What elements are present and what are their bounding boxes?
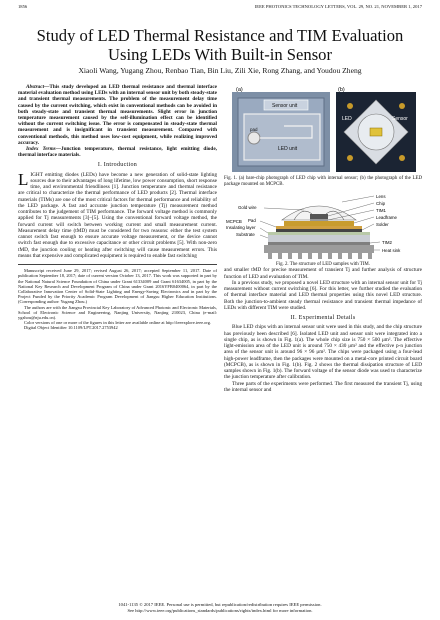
footnotes xyxy=(18,264,217,330)
pad-shape xyxy=(276,226,362,229)
left-column xyxy=(18,84,217,584)
index-terms-label: Index Terms— xyxy=(26,146,61,153)
figure-1 xyxy=(224,86,422,176)
paragraph-chips: Blue LED chips with an internal sensor unit were used in this study, and the chip structure has previously been described [6]. Isolated LED unit and sensor unit were integrated into a single chip, as is shown in Fig. 1(a). The whole chip size is 750 × 500 μm². The effective light-emission area of the LED unit is around 750 × 430 μm² and the effective p-n junction area of the sensor unit is around 96 × 96 μm². The chips were packaged using a four-lead high-power leadframe, then the packages were mounted on a metal-core printed circuit board (MCPCB), as is shown in Fig. 1(b). Fig. 2 shows the thermal dissipation structure of LED samples shown in Fig. 1(b). The forward voltage of the sensor diode was used to characterize the junction temperature after calibration. xyxy=(224,324,422,381)
chip-shape xyxy=(310,214,328,219)
author-list: Xiaoli Wang, Yugang Zhou, Renbao Tian, Bin Liu, Zili Xie, Rong Zhang, and Youdou Zheng xyxy=(78,66,362,75)
copyright-line: 1041-1135 © 2017 IEEE. Personal use is permitted, but republication/redistribution requires IEEE permission. xyxy=(118,602,322,607)
tim2-shape xyxy=(268,242,370,245)
leadframe-shape xyxy=(284,221,354,226)
solder-shape xyxy=(276,229,362,232)
insulating-layer-shape xyxy=(268,232,370,235)
intro-paragraph: IGHT emitting diodes (LEDs) have become a new generation of solid-state lighting sources due to their advantages of long lifetime, low power consumption, short response time, and environmental friendliness [1]. Junction temperature and thermal resistance are critical to characterize the thermal performance of LED products [2]. Thermal interface materials (TIMs) are one of the most critical factors for thermal performance and reliability of the LED package. A fast and accurate junction temperature (Tj) measurement method contributes to the judgement of TIM performance. The forward voltage method is commonly applied for Tj measurements [3]–[5]. Using the conventional forward voltage method, the forward current will switch between working current and small measurement current. Measurement delay time (tMD) must be considered for two reasons: either the test system cannot switch fast enough to ensure accurate voltage measurement, or the device cannot switch fast enough due to excessive capacitance or other circuit problems [5]. With non-zero tMD, the junction cooling or heating after switching will cause measurement errors. This means that expensive and complicated equipment is required to enable fast switching xyxy=(18,171,217,259)
figure-2 xyxy=(224,190,422,262)
paragraph-experiments: Three parts of the experiments were performed. The first measured the transient Tj, using the internal sensor and xyxy=(224,380,422,393)
tim1-shape xyxy=(310,219,328,221)
substrate-shape xyxy=(268,235,370,242)
pad-marker xyxy=(248,132,260,144)
drop-cap: L xyxy=(18,169,29,189)
paper-title: Study of LED Thermal Resistance and TIM Evaluation Using LEDs With Built-in Sensor xyxy=(36,26,404,64)
paragraph-previous-study: In a previous study, we proposed a novel LED structure with an internal sensor unit for Tj measurement without current switching [6]. For this letter, we further studied the evaluation of thermal interface material and LED thermal properties using this novel LED structure. Both the junction-to-ambient steady thermal resistance and transient thermal impedance of LEDs with different TIM were studied. xyxy=(224,279,422,311)
package-chip xyxy=(370,128,382,136)
index-terms-text: Junction temperature, thermal resistance, light emitting diode, thermal interface materials. xyxy=(18,146,217,159)
solder-label: Solder xyxy=(376,221,389,227)
page-number: 1856 xyxy=(18,4,28,9)
right-body xyxy=(224,267,422,393)
figure-1-photos xyxy=(224,86,422,176)
footnote-manuscript: Manuscript received June 29, 2017; revised August 26, 2017; accepted September 11, 2017. Date of publication September 18, 2017; date of current version October 13, 2017. This work was supported in part by the National Natural Science Foundation of China under Grant 61334009 and Grant 61634005, in part by the National Key Research and Development Program of China under Grant 2016YFB0400064, in part by the Collaborative Innovation Center of Solid-State Lighting and Energy-Saving Electronics and in part by the Project Funded by the Priority Academic Program Development of Jiangsu Higher Education Institutions. (Corresponding author: Yugang Zhou.) xyxy=(18,268,217,305)
index-terms xyxy=(18,146,217,158)
permissions-line: See http://www.ieee.org/publications_standards/publications/rights/index.html for more information. xyxy=(127,607,313,613)
abstract xyxy=(18,84,217,146)
sensor-b-label: Sensor xyxy=(392,116,408,122)
gold-wire-label: Gold wire xyxy=(238,204,257,210)
fig1a-label: (a) xyxy=(236,87,243,93)
tim1-label: TIM1 xyxy=(376,207,387,213)
figure-1-caption: Fig. 1. (a) bare-chip photograph of LED chip with internal sensor; (b) the photograph of the LED package mounted on MCPCB. xyxy=(224,176,422,187)
introduction-body xyxy=(18,169,217,260)
section-heading-introduction: I. Introduction xyxy=(97,162,138,169)
copyright-footer xyxy=(18,602,422,613)
insulating-layer-label: Insulating layer xyxy=(226,224,256,230)
chip-label: Chip xyxy=(376,200,386,206)
sensor-unit-label: Sensor unit xyxy=(272,103,298,109)
pad-label: pad xyxy=(250,127,258,132)
running-header xyxy=(18,4,422,14)
section-heading-experimental: II. Experimental Details xyxy=(290,315,356,322)
right-column xyxy=(224,84,422,584)
substrate-label: Substrate xyxy=(236,231,255,237)
paragraph-continued: and smaller tMD for precise measurement of transient Tj and further analysis of structure function of LED and evaluation of TIM. xyxy=(224,267,422,280)
led-unit-label: LED unit xyxy=(278,146,298,152)
heat-sink-label: Heat sink xyxy=(382,247,401,253)
leadframe-label: Leadframe xyxy=(376,214,397,220)
footnote-color: Color versions of one or more of the figures in this letter are available online at http://ieeexplore.ieee.org. xyxy=(24,320,212,326)
led-b-label: LED xyxy=(342,116,352,122)
figure-2-caption: Fig. 2. The structure of LED samples with TIM. xyxy=(276,261,370,267)
tim2-label: TIM2 xyxy=(382,239,393,245)
abstract-label: Abstract— xyxy=(26,84,50,90)
journal-header: IEEE PHOTONICS TECHNOLOGY LETTERS, VOL. 29, NO. 21, NOVEMBER 1, 2017 xyxy=(254,4,422,9)
pad-label-fig2: Pad xyxy=(248,217,256,223)
mcpcb-label: MCPCB xyxy=(226,218,242,224)
footnote-affiliation: The authors are with the Jiangsu Provincial Key Laboratory of Advanced Photonic and Electronic Materials, School of Electronic Science and Engineering, Nanjing University, Nanjing 210023, China (e-mail: ygzhou@nju.edu.cn). xyxy=(18,304,217,321)
abstract-text: This study developed an LED thermal resistance and thermal interface material evaluation method using LEDs with an internal sensor unit by both steady-state and transient thermal measurements. The problem of the measurement delay time caused by the current switching, which exist in conventional methods can be avoided in both steady-state and transient thermal measurements. Slight error in junction temperature measurement caused by the self-illumination effect can be identified without the current switching issue. The error is compensated in steady-state thermal measurement and is insignificant in transient measurement. Compared with conventional methods, this method uses low-cost equipment, while realizing improved accuracy. xyxy=(18,84,217,146)
footnote-doi: Digital Object Identifier 10.1109/LPT.2017.2753942 xyxy=(24,325,118,331)
heat-sink-shape xyxy=(264,245,374,253)
fig1b-label: (b) xyxy=(338,87,345,93)
lens-label: Lens xyxy=(376,193,386,199)
figure-2-structure xyxy=(224,190,422,262)
